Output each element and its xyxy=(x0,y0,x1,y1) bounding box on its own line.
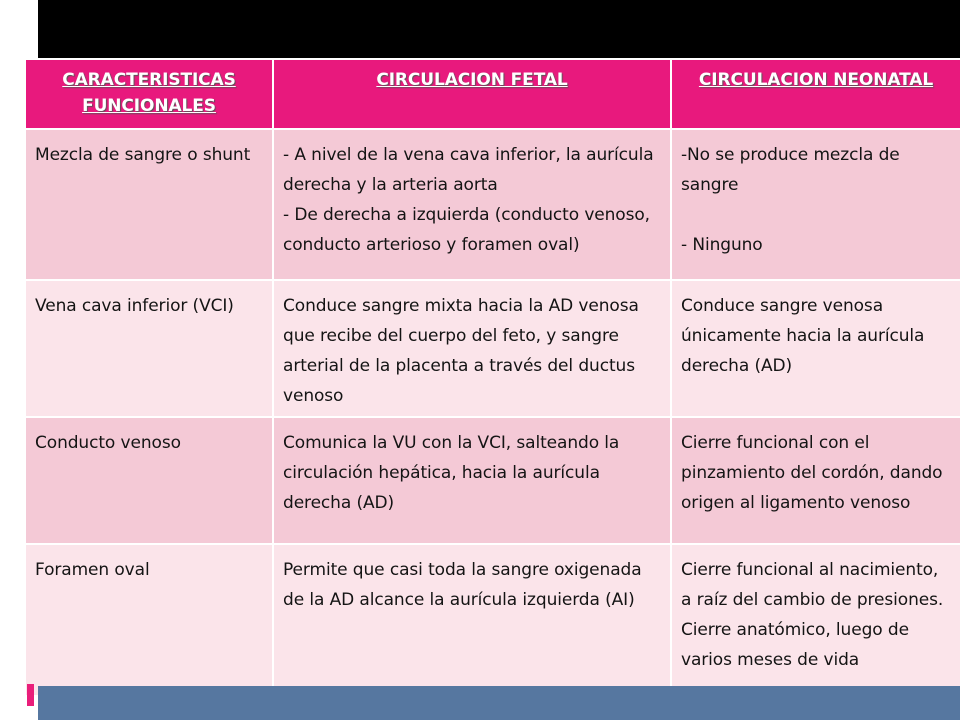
top-black-bar xyxy=(38,0,960,58)
cell-fetal: Permite que casi toda la sangre oxigenada de la AD alcance la aurícula izquierda (AI) xyxy=(273,544,671,696)
cell-fetal: - A nivel de la vena cava inferior, la aurícula derecha y la arteria aorta - De derecha a izquierda (conducto venoso, conducto arterioso y foramen oval) xyxy=(273,129,671,280)
pink-accent-mark xyxy=(27,684,34,706)
cell-feature: Mezcla de sangre o shunt xyxy=(25,129,273,280)
table-row xyxy=(25,417,960,544)
circulation-comparison-table xyxy=(24,58,960,697)
table-row xyxy=(25,280,960,417)
cell-neonatal: Conduce sangre venosa únicamente hacia la aurícula derecha (AD) xyxy=(671,280,960,417)
cell-feature: Vena cava inferior (VCI) xyxy=(25,280,273,417)
table-row xyxy=(25,129,960,280)
cell-feature: Conducto venoso xyxy=(25,417,273,544)
bottom-blue-bar xyxy=(38,686,960,720)
cell-neonatal: Cierre funcional al nacimiento, a raíz del cambio de presiones. Cierre anatómico, luego de varios meses de vida xyxy=(671,544,960,696)
cell-feature: Foramen oval xyxy=(25,544,273,696)
table-header-row xyxy=(25,59,960,129)
header-caracteristicas: CARACTERISTICAS FUNCIONALES xyxy=(25,59,273,129)
cell-fetal: Conduce sangre mixta hacia la AD venosa que recibe del cuerpo del feto, y sangre arterial de la placenta a través del ductus venoso xyxy=(273,280,671,417)
table-row xyxy=(25,544,960,696)
cell-fetal: Comunica la VU con la VCI, salteando la circulación hepática, hacia la aurícula derecha (AD) xyxy=(273,417,671,544)
header-circulacion-neonatal: CIRCULACION NEONATAL xyxy=(671,59,960,129)
cell-neonatal: Cierre funcional con el pinzamiento del cordón, dando origen al ligamento venoso xyxy=(671,417,960,544)
header-circulacion-fetal: CIRCULACION FETAL xyxy=(273,59,671,129)
cell-neonatal: -No se produce mezcla de sangre - Ninguno xyxy=(671,129,960,280)
